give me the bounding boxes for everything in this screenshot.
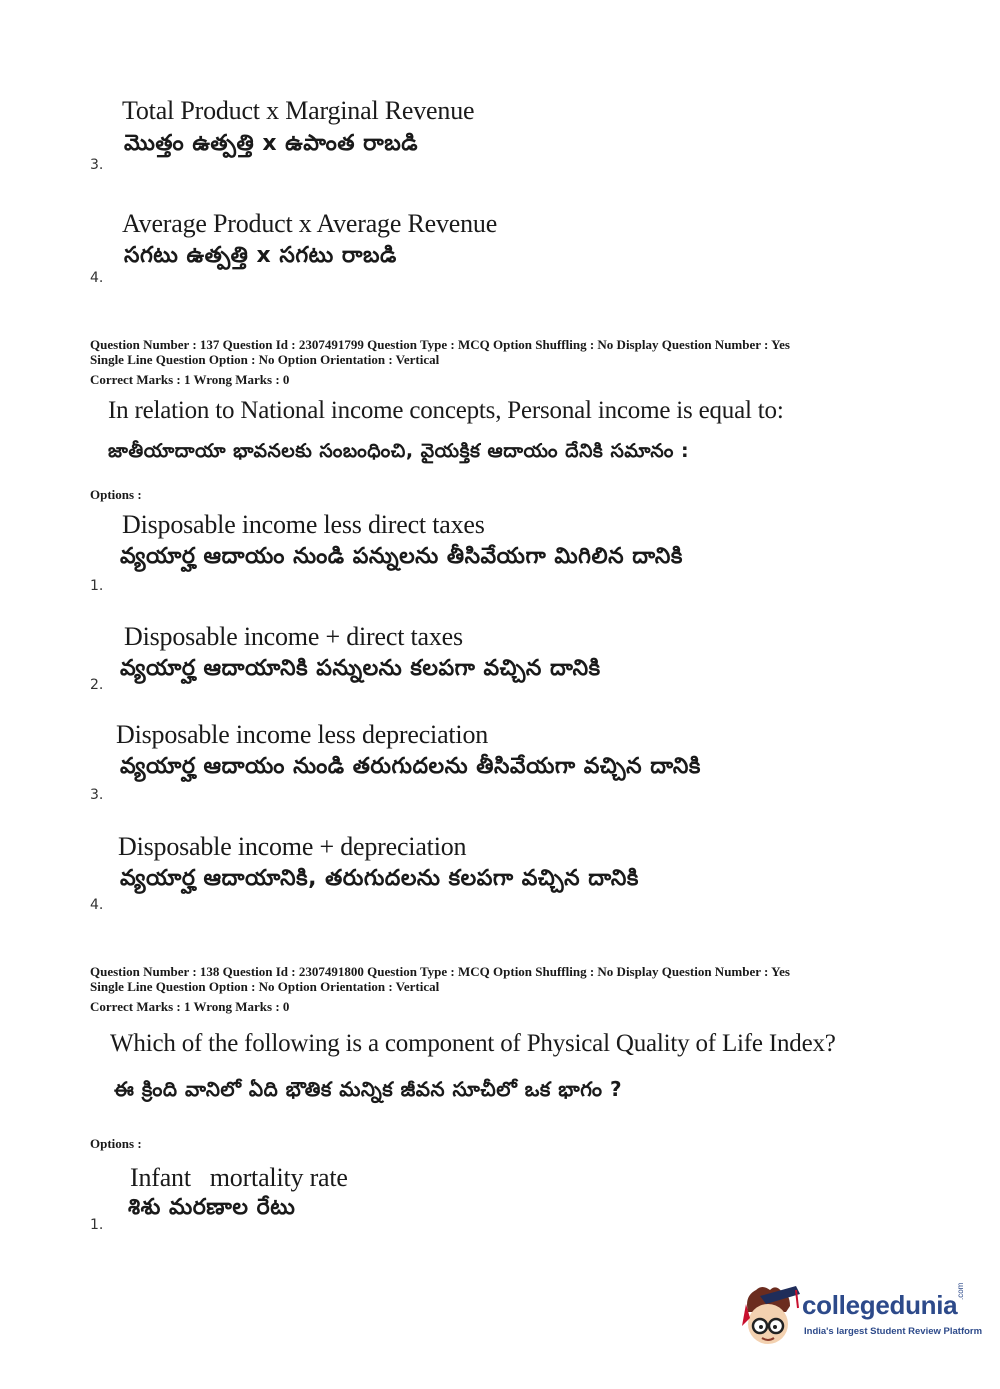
question-137-marks: Correct Marks : 1 Wrong Marks : 0	[90, 372, 290, 387]
q137-option-2-number: 2.	[90, 677, 104, 693]
question-137-options-label: Options :	[90, 487, 142, 502]
question-137-meta-line-2: Single Line Question Option : No Option Orientation : Vertical	[90, 352, 440, 367]
q137-option-2-telugu: వ్యయార్హ ఆదాయానికి పన్నులను కలపగా వచ్చిన దానికి	[120, 656, 601, 681]
collegedunia-logo[interactable]	[740, 1282, 983, 1352]
question-138-english: Which of the following is a component of Physical Quality of Life Index?	[110, 1030, 836, 1057]
option-3-number: 3.	[90, 157, 104, 173]
q138-option-1-number: 1.	[90, 1217, 104, 1233]
option-4-telugu: సగటు ఉత్పత్తి x సగటు రాబడి	[124, 243, 397, 268]
q137-option-1-number: 1.	[90, 578, 104, 594]
q137-option-3-telugu: వ్యయార్హ ఆదాయం నుండి తరుగుదలను తీసివేయగా వచ్చిన దానికి	[120, 754, 701, 779]
q137-option-1-english: Disposable income less direct taxes	[122, 510, 485, 539]
logo-tagline: India's largest Student Review Platform	[804, 1326, 983, 1337]
question-138-marks: Correct Marks : 1 Wrong Marks : 0	[90, 999, 290, 1014]
q137-option-4-telugu: వ్యయార్హ ఆదాయానికి, తరుగుదలను కలపగా వచ్చిన దానికి	[120, 866, 639, 891]
option-4-number: 4.	[90, 270, 104, 286]
question-137-english: In relation to National income concepts, Personal income is equal to:	[108, 397, 784, 424]
option-3-english: Total Product x Marginal Revenue	[122, 96, 475, 125]
option-4-english: Average Product x Average Revenue	[122, 209, 498, 238]
q138-option-1-telugu: శిశు మరణాల రేటు	[128, 1195, 296, 1220]
q137-option-2-english: Disposable income + direct taxes	[124, 622, 463, 651]
logo-domain-suffix: .com	[956, 1282, 965, 1300]
q138-option-1-english: Infant mortality rate	[130, 1163, 348, 1192]
q137-option-3-english: Disposable income less depreciation	[116, 720, 489, 749]
question-138-options-label: Options :	[90, 1136, 142, 1151]
q137-option-3-number: 3.	[90, 787, 104, 803]
question-138-meta-line-2: Single Line Question Option : No Option Orientation : Vertical	[90, 979, 440, 994]
question-137-telugu: జాతీయాదాయా భావనలకు సంబంధించి, వైయక్తిక ఆదాయం దేనికి సమానం :	[108, 440, 690, 462]
logo-wordmark: collegedunia	[802, 1290, 958, 1320]
question-138-telugu: ఈ క్రింది వానిలో ఏది భౌతిక మన్నిక జీవన సూచీలో ఒక భాగం ?	[114, 1077, 623, 1101]
q137-option-1-telugu: వ్యయార్హ ఆదాయం నుండి పన్నులను తీసివేయగా మిగిలిన దానికి	[120, 544, 683, 569]
option-3-telugu: మొత్తం ఉత్పత్తి x ఉపాంత రాబడి	[124, 131, 418, 156]
question-137-meta-line-1: Question Number : 137 Question Id : 2307491799 Question Type : MCQ Option Shuffling : No Display Question Number : Yes	[90, 337, 790, 352]
graduate-mascot-icon	[740, 1282, 802, 1352]
q137-option-4-english: Disposable income + depreciation	[118, 832, 467, 861]
q137-option-4-number: 4.	[90, 897, 104, 913]
question-138-meta-line-1: Question Number : 138 Question Id : 2307491800 Question Type : MCQ Option Shuffling : No Display Question Number : Yes	[90, 964, 790, 979]
